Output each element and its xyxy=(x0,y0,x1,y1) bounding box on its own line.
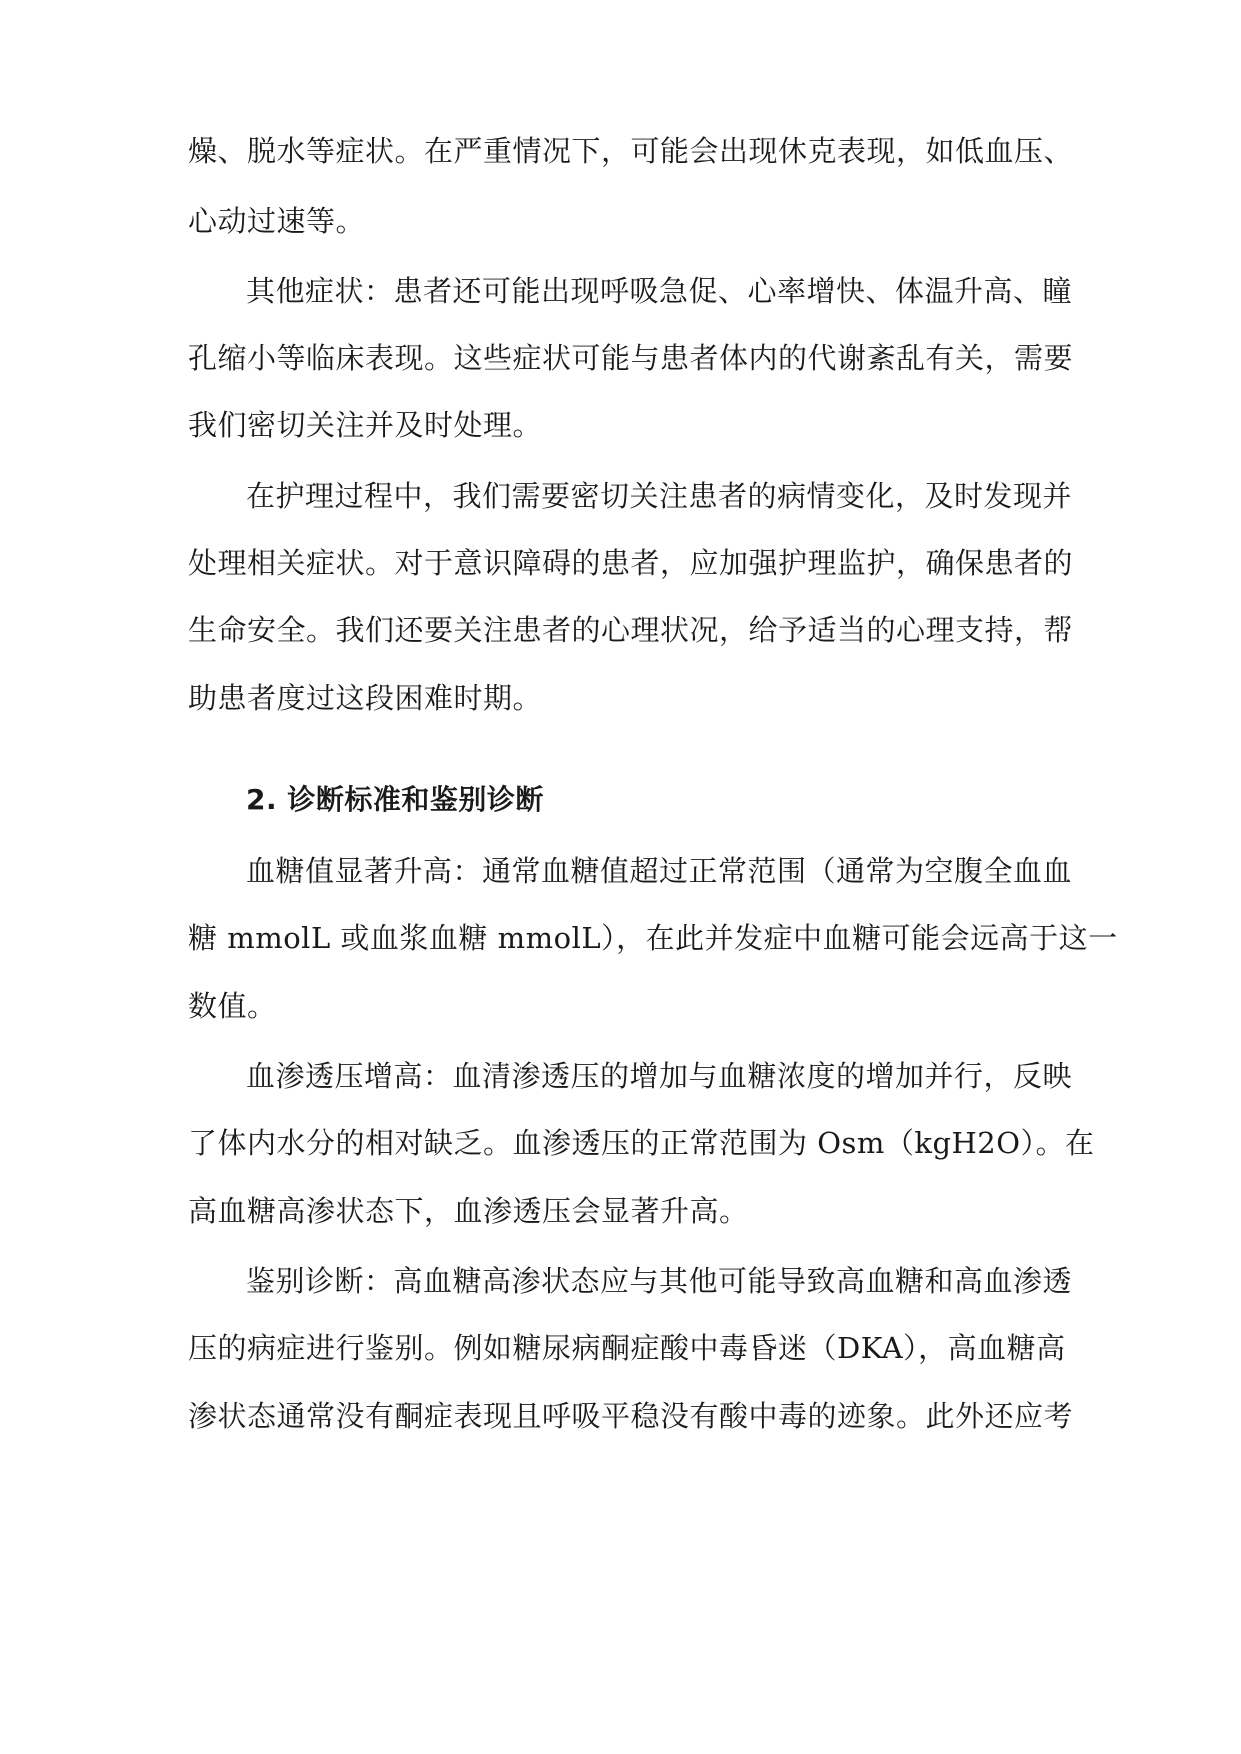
paragraph-line: 心动过速等。 xyxy=(188,204,366,238)
paragraph-line: 孔缩小等临床表现。这些症状可能与患者体内的代谢紊乱有关，需要 xyxy=(188,341,1074,375)
paragraph-line: 血渗透压增高：血清渗透压的增加与血糖浓度的增加并行，反映 xyxy=(246,1059,1073,1093)
paragraph-line: 压的病症进行鉴别。例如糖尿病酮症酸中毒昏迷（DKA），高血糖高 xyxy=(188,1331,1066,1365)
paragraph-line: 助患者度过这段困难时期。 xyxy=(188,681,543,715)
section-heading: 2. 诊断标准和鉴别诊断 xyxy=(246,783,544,816)
paragraph-line: 生命安全。我们还要关注患者的心理状况，给予适当的心理支持，帮 xyxy=(188,613,1074,647)
paragraph-line: 处理相关症状。对于意识障碍的患者，应加强护理监护，确保患者的 xyxy=(188,546,1074,580)
paragraph-line: 鉴别诊断：高血糖高渗状态应与其他可能导致高血糖和高血渗透 xyxy=(246,1264,1073,1298)
paragraph-line: 糖 mmolL 或血浆血糖 mmolL），在此并发症中血糖可能会远高于这一 xyxy=(188,921,1118,955)
paragraph-line: 血糖值显著升高：通常血糖值超过正常范围（通常为空腹全血血 xyxy=(246,854,1073,888)
paragraph-line: 高血糖高渗状态下，血渗透压会显著升高。 xyxy=(188,1194,749,1228)
paragraph-line: 燥、脱水等症状。在严重情况下，可能会出现休克表现，如低血压、 xyxy=(188,134,1074,168)
paragraph-line: 我们密切关注并及时处理。 xyxy=(188,408,543,442)
paragraph-line: 渗状态通常没有酮症表现且呼吸平稳没有酸中毒的迹象。此外还应考 xyxy=(188,1399,1074,1433)
paragraph-line: 在护理过程中，我们需要密切关注患者的病情变化，及时发现并 xyxy=(246,479,1073,513)
paragraph-line: 了体内水分的相对缺乏。血渗透压的正常范围为 Osm（kgH2O）。在 xyxy=(188,1126,1095,1160)
paragraph-line: 数值。 xyxy=(188,989,277,1023)
paragraph-line: 其他症状：患者还可能出现呼吸急促、心率增快、体温升高、瞳 xyxy=(246,274,1073,308)
